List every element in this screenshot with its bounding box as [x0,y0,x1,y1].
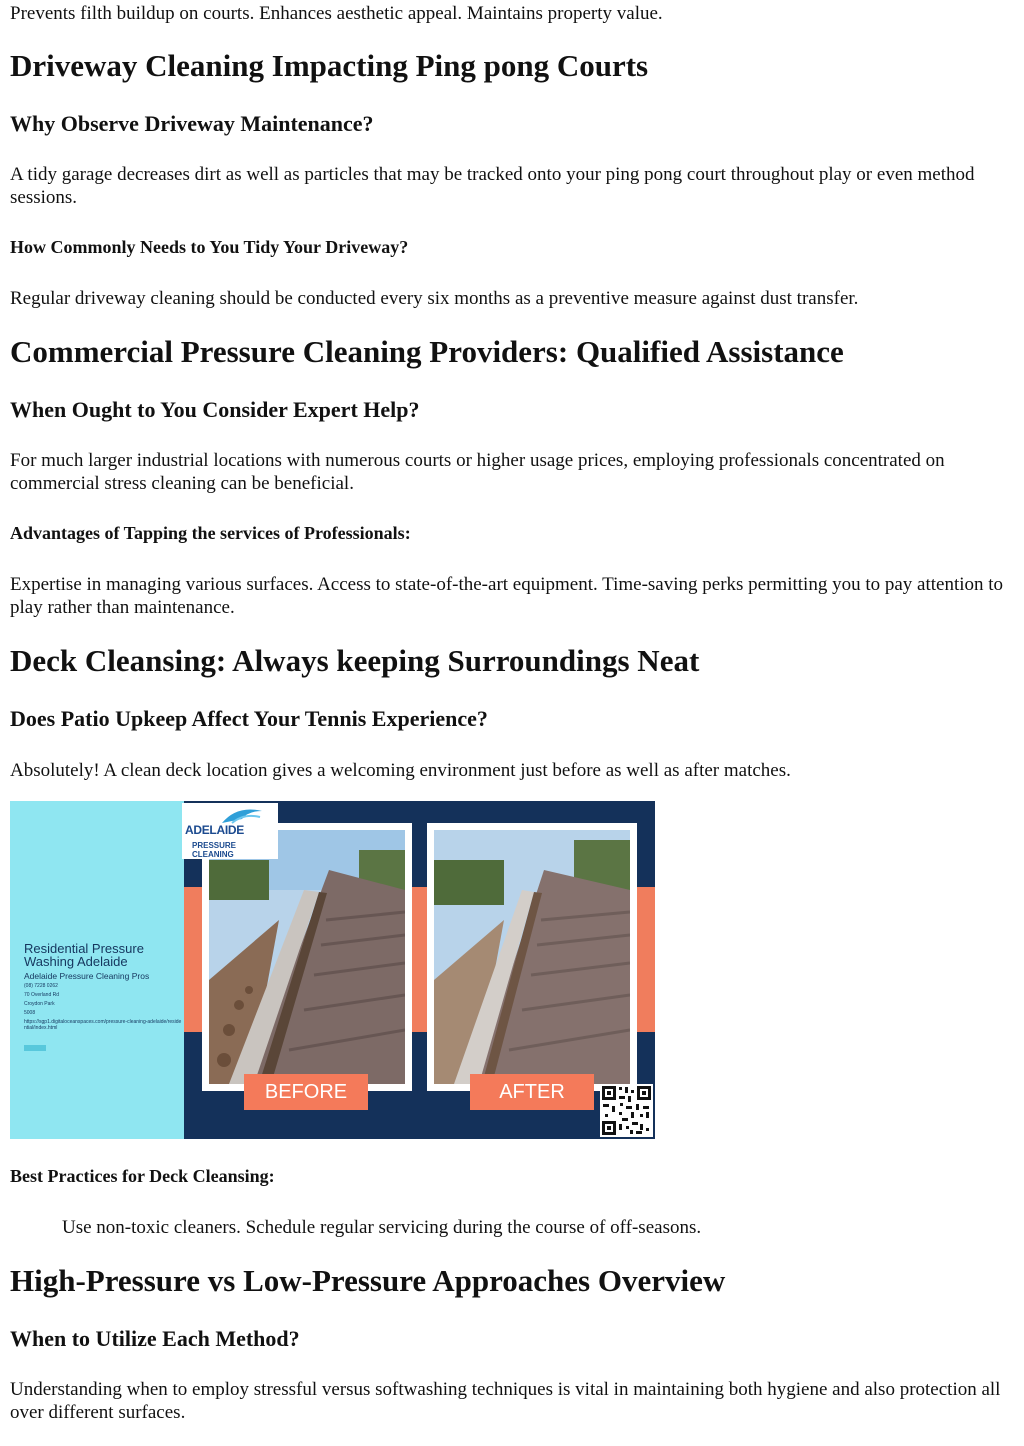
before-roof-image [209,830,405,1084]
sub-heading-deck: Does Patio Upkeep Affect Your Tennis Experience? [10,706,488,731]
paragraph-deck: Absolutely! A clean deck location gives a welcoming environment just before as well as after matches. [10,760,791,781]
ad-suburb: Croydon Park [24,1001,55,1007]
ad-postcode: 5008 [24,1010,36,1016]
paragraph-pressure: Understanding when to employ stressful versus softwashing techniques is vital in maintaining both hygiene and also protection all over different surfaces. [10,1379,1001,1423]
wave-icon [182,803,278,825]
faq-heading-driveway: How Commonly Needs to You Tidy Your Driveway? [10,237,409,257]
paragraph-commercial: For much larger industrial locations with numerous courts or higher usage prices, employing professionals concentrated on commercial stress cleaning can be beneficial. [10,450,945,494]
section-heading-driveway: Driveway Cleaning Impacting Ping pong Courts [10,48,649,83]
advertisement-banner[interactable] [10,801,655,1139]
ad-chip [24,1045,46,1051]
ad-company: Adelaide Pressure Cleaning Pros [24,971,150,981]
paragraph-driveway: A tidy garage decreases dirt as well as particles that may be tracked onto your ping pong court throughout play or even method sessions. [10,164,975,208]
section-heading-deck: Deck Cleansing: Always keeping Surroundings Neat [10,643,700,678]
after-roof-image [434,830,630,1084]
ad-url: https://sgp1.digitaloceanspaces.com/pressure-cleaning-adelaide/residential/index.html [24,1019,182,1031]
intro-text: Prevents filth buildup on courts. Enhances aesthetic appeal. Maintains property value. [10,3,663,24]
advantages-heading: Advantages of Tapping the services of Professionals: [10,523,411,543]
ad-title: Residential Pressure Washing Adelaide [24,941,144,969]
sub-heading-commercial: When Ought to You Consider Expert Help? [10,397,420,422]
ad-info-panel [10,801,184,1139]
before-photo [202,823,412,1091]
before-label: BEFORE [244,1074,368,1110]
logo-word-bottom: PRESSURE CLEANING [192,841,237,859]
logo-word-top: ADELAIDE [185,823,244,837]
after-photo [427,823,637,1091]
sub-heading-pressure: When to Utilize Each Method? [10,1326,300,1351]
best-practices-body: Use non-toxic cleaners. Schedule regular servicing during the course of off-seasons. [62,1217,702,1238]
qr-code-icon[interactable] [600,1084,653,1137]
brand-logo [182,803,278,859]
advantages-body: Expertise in managing various surfaces. Access to state-of-the-art equipment. Time-saving perks permitting you to pay attention to play rather than maintenance. [10,574,1004,618]
section-heading-commercial: Commercial Pressure Cleaning Providers: Qualified Assistance [10,334,844,369]
section-heading-pressure: High-Pressure vs Low-Pressure Approaches Overview [10,1263,726,1298]
ad-phone: (08) 7228 0262 [24,983,58,989]
after-label: AFTER [470,1074,594,1110]
sub-heading-driveway: Why Observe Driveway Maintenance? [10,111,374,136]
faq-body-driveway: Regular driveway cleaning should be conducted every six months as a preventive measure against dust transfer. [10,288,859,309]
best-practices-heading: Best Practices for Deck Cleansing: [10,1166,275,1186]
ad-street: 70 Overland Rd [24,992,60,998]
